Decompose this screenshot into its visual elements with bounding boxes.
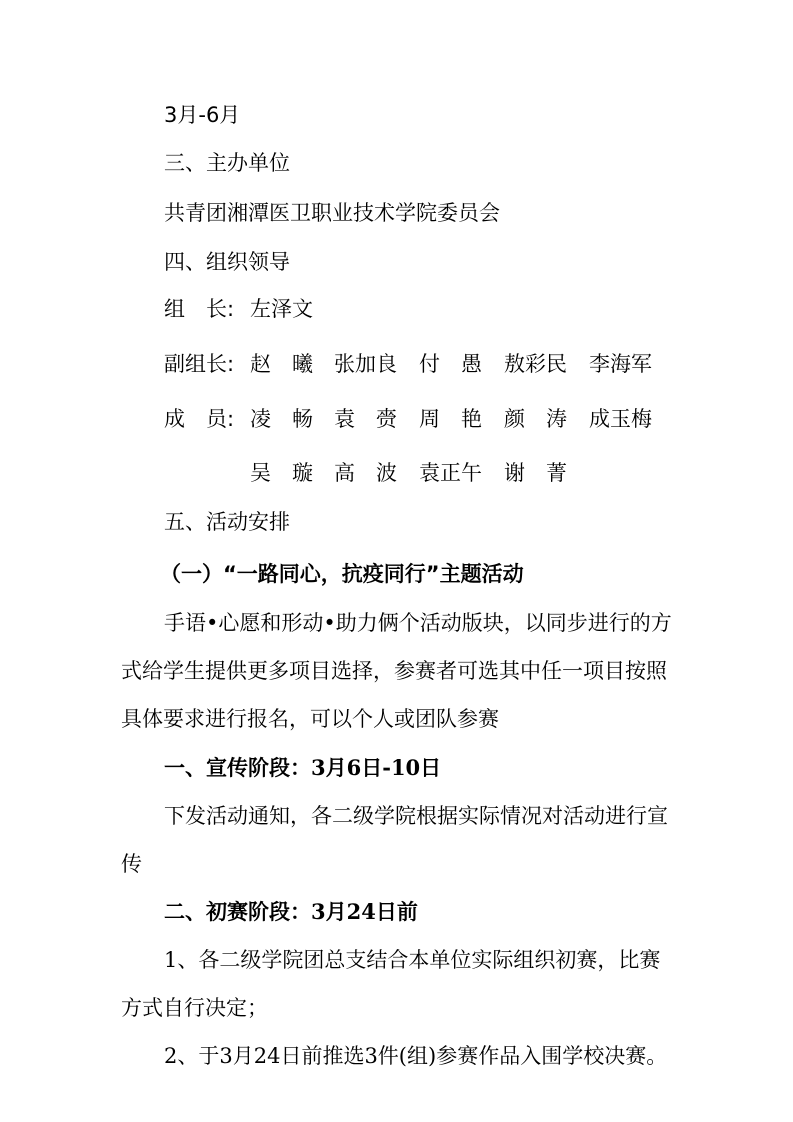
- deputy-name: 李海军: [589, 352, 652, 376]
- member-name: 凌 畅: [250, 407, 313, 431]
- deputy-row: [164, 350, 684, 378]
- leader-label: 组 长:: [164, 297, 235, 321]
- member-row: [164, 405, 684, 433]
- date-range: 3月-6月: [164, 103, 241, 127]
- member-name: 吴 璇: [250, 461, 313, 485]
- leader-row: [164, 295, 684, 323]
- section-heading-organizer: 三、主办单位: [164, 151, 290, 175]
- paragraph-line: 下发活动通知，各二级学院根据实际情况对活动进行宣: [164, 804, 668, 828]
- subsection-heading-theme: （一）“一路同心，抗疫同行”主题活动: [160, 562, 524, 586]
- member-label: 成 员:: [164, 407, 235, 431]
- paragraph-line: 方式自行决定；: [121, 996, 268, 1020]
- deputy-name: 敖彩民: [504, 352, 567, 376]
- deputy-name: 赵 曦: [250, 352, 313, 376]
- member-name: 颜 涛: [504, 407, 567, 431]
- deputy-label: 副组长:: [164, 352, 235, 376]
- organizer-name: 共青团湘潭医卫职业技术学院委员会: [164, 201, 500, 225]
- member-row-continued: [164, 459, 684, 487]
- paragraph-line: 具体要求进行报名，可以个人或团队参赛: [121, 707, 499, 731]
- paragraph-line: 1、各二级学院团总支结合本单位实际组织初赛，比赛: [164, 948, 661, 972]
- paragraph-line: 传: [121, 852, 142, 876]
- deputy-name: 张加良: [334, 352, 397, 376]
- leader-name: 左泽文: [250, 297, 313, 321]
- section-heading-schedule: 五、活动安排: [164, 510, 290, 534]
- member-name: 袁 赍: [334, 407, 397, 431]
- deputy-name: 付 愚: [419, 352, 482, 376]
- paragraph-line: 式给学生提供更多项目选择，参赛者可选其中任一项目按照: [121, 659, 667, 683]
- stage-heading-preliminary: 二、初赛阶段：3月24日前: [164, 899, 418, 924]
- paragraph-line: 2、于3月24日前推选3件(组)参赛作品入围学校决赛。: [164, 1044, 668, 1068]
- stage-heading-publicity: 一、宣传阶段：3月6日-10日: [164, 755, 442, 780]
- paragraph-line: 手语•心愿和形动•助力俩个活动版块，以同步进行的方: [164, 611, 672, 635]
- member-name: 袁正午: [419, 461, 482, 485]
- member-name: 高 波: [334, 461, 397, 485]
- member-name: 成玉梅: [589, 407, 652, 431]
- member-name: 周 艳: [419, 407, 482, 431]
- member-name: 谢 菁: [504, 461, 567, 485]
- section-heading-leadership: 四、组织领导: [164, 250, 290, 274]
